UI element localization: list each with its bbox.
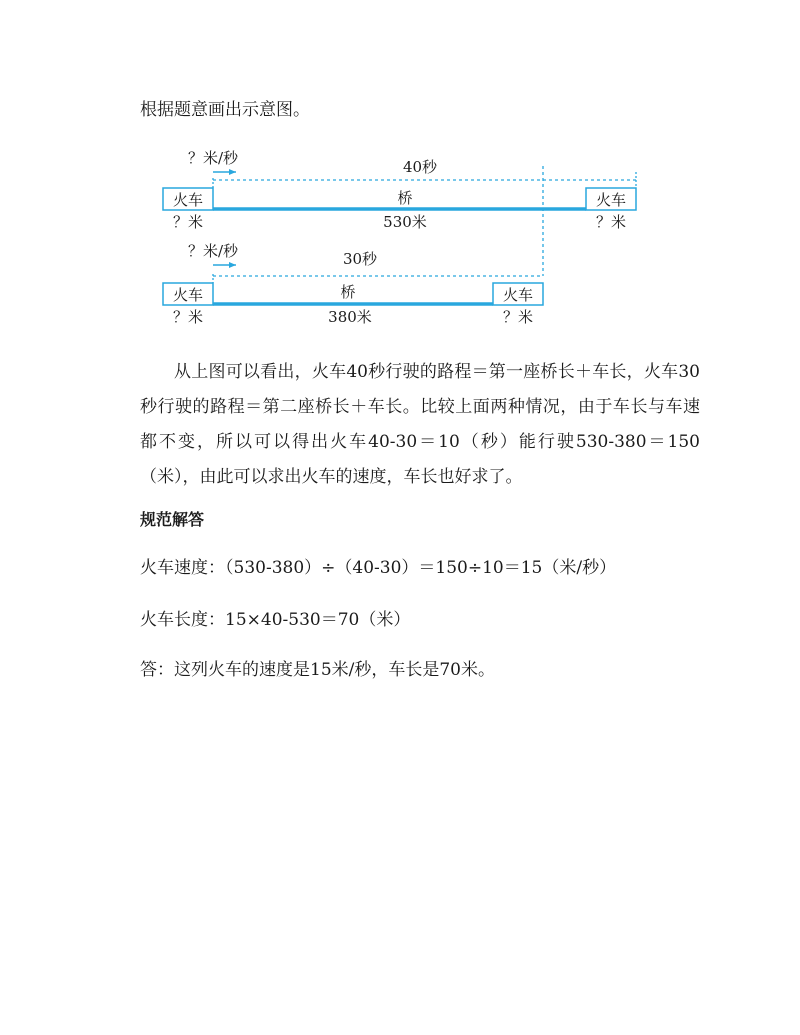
solution-heading: 规范解答 xyxy=(140,510,205,529)
bottom-diagram xyxy=(163,242,543,326)
top-right-length-label: ？米 xyxy=(595,213,627,231)
top-time-label: 40秒 xyxy=(402,158,438,176)
bottom-bridge-length-label: 380米 xyxy=(328,308,372,326)
bottom-speed-label: ？米/秒 xyxy=(188,242,239,260)
bottom-time-label: 30秒 xyxy=(342,250,378,268)
length-calculation: 火车长度：15×40-530＝70（米） xyxy=(140,610,411,630)
top-left-train-label: 火车 xyxy=(172,191,204,209)
answer-text: 答：这列火车的速度是15米/秒，车长是70米。 xyxy=(140,660,495,680)
top-left-length-label: ？米 xyxy=(172,213,204,231)
top-speed-label: ？米/秒 xyxy=(188,149,239,167)
top-bridge-label: 桥 xyxy=(397,189,413,207)
speed-calculation: 火车速度：（530-380）÷（40-30）＝150÷10＝15（米/秒） xyxy=(140,558,617,578)
train-bridge-diagram xyxy=(0,0,800,340)
bottom-left-train-label: 火车 xyxy=(172,286,204,304)
top-right-train-label: 火车 xyxy=(595,191,627,209)
top-bridge-length-label: 530米 xyxy=(383,213,427,231)
bottom-right-train-label: 火车 xyxy=(502,286,534,304)
analysis-paragraph: 从上图可以看出，火车40秒行驶的路程＝第一座桥长＋车长，火车30秒行驶的路程＝第二座桥长＋车长。比较上面两种情况，由于车长与车速都不变，所以可以得出火车40-30＝10（秒）能行驶530-380＝150（米），由此可以求出火车的速度，车长也好求了。 xyxy=(140,362,700,487)
bottom-bridge-label: 桥 xyxy=(340,283,356,301)
bottom-left-length-label: ？米 xyxy=(172,308,204,326)
bottom-right-length-label: ？米 xyxy=(502,308,534,326)
intro-text: 根据题意画出示意图。 xyxy=(140,100,310,120)
